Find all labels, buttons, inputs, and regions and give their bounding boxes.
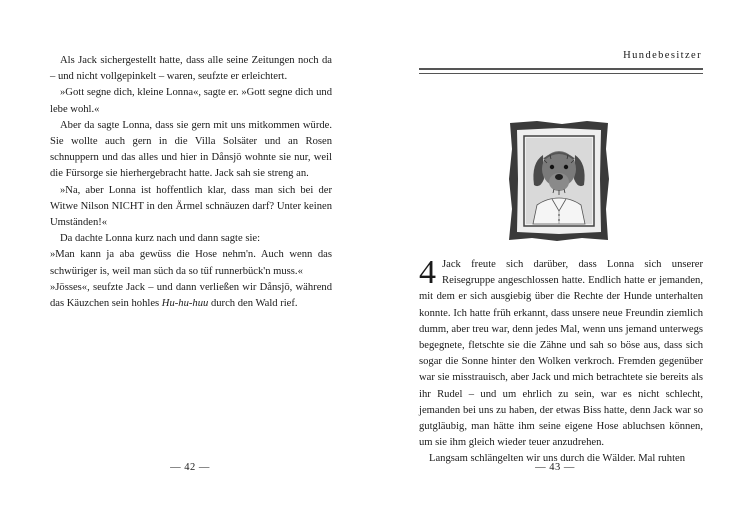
left-page-text [50, 53, 332, 312]
right-page [375, 0, 750, 527]
header-rule-thin [419, 73, 703, 74]
text-span: »Jösses«, seufzte Jack – und dann verließen wir Dånsjö, während das Käuzchen sein hohles [50, 281, 332, 310]
header-rule [419, 68, 703, 70]
paragraph: »Man kann ja aba gewüss die Hose nehm'n. Auch wenn das schwüriger is, weil man süch da so tüf runnerbück'n muss.« [50, 249, 332, 277]
chapter-first-paragraph [419, 254, 703, 451]
page-number-right: — 43 — [535, 462, 575, 473]
paragraph: Aber da sagte Lonna, dass sie gern mit uns mitkommen würde. Sie wollte auch gern in die Villa Solsäter und an Rosen schnuppern und das alles und hier in Dånsjö wohnte sie nur, weil die Fürsorge sie hierhergebracht hatte. Jack sah sie streng an. [50, 119, 332, 180]
paragraph: »Na, aber Lonna ist hoffentlich klar, dass man sich bei der Witwe Nilson NICHT in den Ärmel schnäuzen darf? Unter keinen Umständen!« [50, 184, 332, 229]
paragraph: Langsam schlängelten wir uns durch die Wälder. Mal ruhten [429, 453, 686, 465]
paragraph: Als Jack sichergestellt hatte, dass alle seine Zeitungen noch da – und nicht vollgepinkelt – waren, seufzte er erleichtert. [50, 55, 332, 83]
chapter-number: 4 [419, 254, 436, 291]
dog-portrait-illustration [507, 119, 611, 243]
italic-text: Hu-hu-huu [161, 298, 209, 310]
page-number-left: — 42 — [170, 462, 210, 473]
dog-illustration-svg [507, 119, 611, 243]
paragraph-last [50, 280, 332, 312]
text-span: durch den Wald rief. [208, 298, 298, 310]
paragraph-text: Jack freute sich darüber, dass Lonna sich unserer Reisegruppe angeschlossen hatte. Endlich hatte er jemanden, mit dem er sich ausgiebig über die Rechte der Hunde unterhalten konnte. Ich hatte früh erkannt, dass unsere neue Freundin ziemlich dumm, aber treu war, denn jedes Mal, wenn uns jemand unterwegs begegnete, fletschte sie die Zähne und sah so böse aus, dass sich sogar die Sonne hinter den Wolken verkroch. Fremden gegenüber war sie misstrauisch, aber Jack und mich betrachtete sie bereits als ihr Rudel – und um ehrlich zu sein, war es nicht schlecht, jemanden bei uns zu haben, der etwas Biss hatte, denn Jack war so gutgläubig, man hätte ihm seine eigene Hose abluchsen können, um sie ihm gleich wieder teuer anzudrehen. [419, 259, 703, 449]
paragraph: Da dachte Lonna kurz nach und dann sagte sie: [60, 233, 261, 245]
chapter-text [419, 254, 703, 468]
paragraph: »Gott segne dich, kleine Lonna«, sagte er. »Gott segne dich und lebe wohl.« [50, 87, 332, 115]
running-head: Hundebesitzer [623, 50, 702, 61]
